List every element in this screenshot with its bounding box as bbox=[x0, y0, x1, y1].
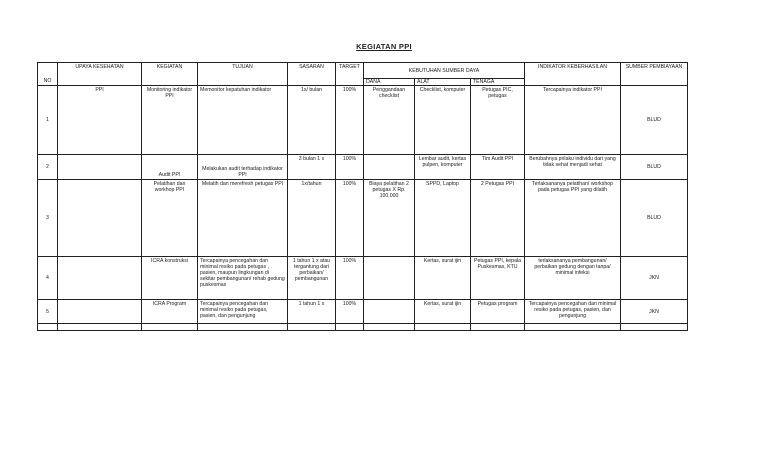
header-kegiatan: KEGIATAN bbox=[142, 63, 198, 86]
row-alat: SPPD, Laptop bbox=[415, 180, 471, 257]
document-title: KEGIATAN PPI bbox=[356, 42, 412, 51]
header-sasaran: SASARAN bbox=[288, 63, 336, 86]
row-kegiatan: ICRA konstruksi bbox=[142, 257, 198, 300]
table-header bbox=[38, 63, 688, 86]
row-no: 1 bbox=[38, 86, 58, 155]
row-sasaran: 1 tahun 1 x atau tergantung dari perbaikan/ pembangunan bbox=[288, 257, 336, 300]
row-tenaga: Petugas PIC, petugas bbox=[471, 86, 525, 155]
row-indikator: Terlaksananya pelatihan/ workshop pada petugas PPI yang dilatih bbox=[525, 180, 621, 257]
row-no: 4 bbox=[38, 257, 58, 300]
row-indikator: terlaksananya pembangunan/ perbaikan gedung dengan tanpa/ minimal infeksi bbox=[525, 257, 621, 300]
row-indikator: Berubahnya prilaku individu dari yang tidak sehat menjadi sehat bbox=[525, 155, 621, 180]
row-target: 100% bbox=[336, 155, 364, 180]
header-indikator: INDIKATOR KEBERHASILAN bbox=[525, 63, 621, 86]
row-sasaran: 1x/tahun bbox=[288, 180, 336, 257]
empty-cell bbox=[525, 324, 621, 331]
row-dana bbox=[364, 155, 415, 180]
row-sasaran: 1 tahun 1 x bbox=[288, 300, 336, 324]
table-row bbox=[38, 155, 688, 180]
header-target: TARGET bbox=[336, 63, 364, 86]
row-tenaga: Petugas program bbox=[471, 300, 525, 324]
row-target: 100% bbox=[336, 257, 364, 300]
row-alat: Kertas, surat ijin bbox=[415, 300, 471, 324]
row-sumber: JKN bbox=[621, 300, 688, 324]
row-dana bbox=[364, 257, 415, 300]
row-sasaran: 1x/ bulan bbox=[288, 86, 336, 155]
row-kegiatan: ICRA Program bbox=[142, 300, 198, 324]
row-alat: Checklist, komputer bbox=[415, 86, 471, 155]
row-tujuan: Memonitor kepatuhan indikator bbox=[198, 86, 288, 155]
header-dana: DANA bbox=[364, 79, 415, 86]
table-row bbox=[38, 300, 688, 324]
empty-cell bbox=[621, 324, 688, 331]
empty-cell bbox=[288, 324, 336, 331]
row-alat: Kertas, surat ijin bbox=[415, 257, 471, 300]
row-sumber: JKN bbox=[621, 257, 688, 300]
row-indikator: Tercapainya indikator PPI bbox=[525, 86, 621, 155]
row-target: 100% bbox=[336, 300, 364, 324]
empty-cell bbox=[471, 324, 525, 331]
row-tujuan: Melakukan audit terhadap indikator PPI bbox=[198, 155, 288, 180]
header-alat: ALAT bbox=[415, 79, 471, 86]
row-indikator: Tercapainya pencegahan dan minimal resiko pada petugas, pasien, dan pengunjung bbox=[525, 300, 621, 324]
table-row bbox=[38, 86, 688, 155]
row-target: 100% bbox=[336, 86, 364, 155]
header-no: NO bbox=[38, 63, 58, 86]
row-upaya bbox=[58, 257, 142, 300]
table-row bbox=[38, 180, 688, 257]
row-dana bbox=[364, 300, 415, 324]
row-upaya bbox=[58, 155, 142, 180]
kegiatan-table bbox=[37, 62, 688, 331]
row-upaya bbox=[58, 180, 142, 257]
row-dana: Penggandaan checklist bbox=[364, 86, 415, 155]
header-tujuan: TUJUAN bbox=[198, 63, 288, 86]
row-kegiatan: Monitoring indikator PPI bbox=[142, 86, 198, 155]
row-sumber: BLUD bbox=[621, 86, 688, 155]
row-no: 3 bbox=[38, 180, 58, 257]
header-sumber: SUMBER PEMBIAYAAN bbox=[621, 63, 688, 86]
empty-cell bbox=[198, 324, 288, 331]
row-kegiatan: Audit PPI bbox=[142, 155, 198, 180]
row-sumber: BLUD bbox=[621, 155, 688, 180]
empty-cell bbox=[336, 324, 364, 331]
row-no: 2 bbox=[38, 155, 58, 180]
row-target: 100% bbox=[336, 180, 364, 257]
row-tenaga: 2 Petugas PPI bbox=[471, 180, 525, 257]
header-upaya: UPAYA KESEHATAN bbox=[58, 63, 142, 86]
row-alat: Lembar audit, kertas pulpen, komputer bbox=[415, 155, 471, 180]
row-dana: Biaya pelatihan 2 petugas X Rp. 100.000 bbox=[364, 180, 415, 257]
table-row-empty bbox=[38, 324, 688, 331]
row-tenaga: Tim Audit PPI bbox=[471, 155, 525, 180]
table-row bbox=[38, 257, 688, 300]
empty-cell bbox=[58, 324, 142, 331]
empty-cell bbox=[38, 324, 58, 331]
empty-cell bbox=[142, 324, 198, 331]
row-tujuan: Tercapainya pencegahan dan minimal resiko pada petugas, pasien, dan pengunjung bbox=[198, 300, 288, 324]
row-sasaran: 3 bulan 1 x bbox=[288, 155, 336, 180]
row-no: 5 bbox=[38, 300, 58, 324]
row-upaya bbox=[58, 300, 142, 324]
header-tenaga: TENAGA bbox=[471, 79, 525, 86]
row-upaya: PPI bbox=[58, 86, 142, 155]
row-tujuan: Tercapainya pencegahan dan minimal resiko pada petugas , pasien, maupun lingkungan di sekitar pembangunan/ rehab gedung puskesmas bbox=[198, 257, 288, 300]
empty-cell bbox=[364, 324, 415, 331]
row-tenaga: Petugas PPI, kepala Puskesmas, KTU bbox=[471, 257, 525, 300]
row-kegiatan: Pelatihan dan workhop PPI bbox=[142, 180, 198, 257]
header-kebutuhan: KEBUTUHAN SUMBER DAYA bbox=[364, 63, 525, 79]
empty-cell bbox=[415, 324, 471, 331]
row-tujuan: Melatih dan merefresh petugas PPI bbox=[198, 180, 288, 257]
row-sumber: BLUD bbox=[621, 180, 688, 257]
